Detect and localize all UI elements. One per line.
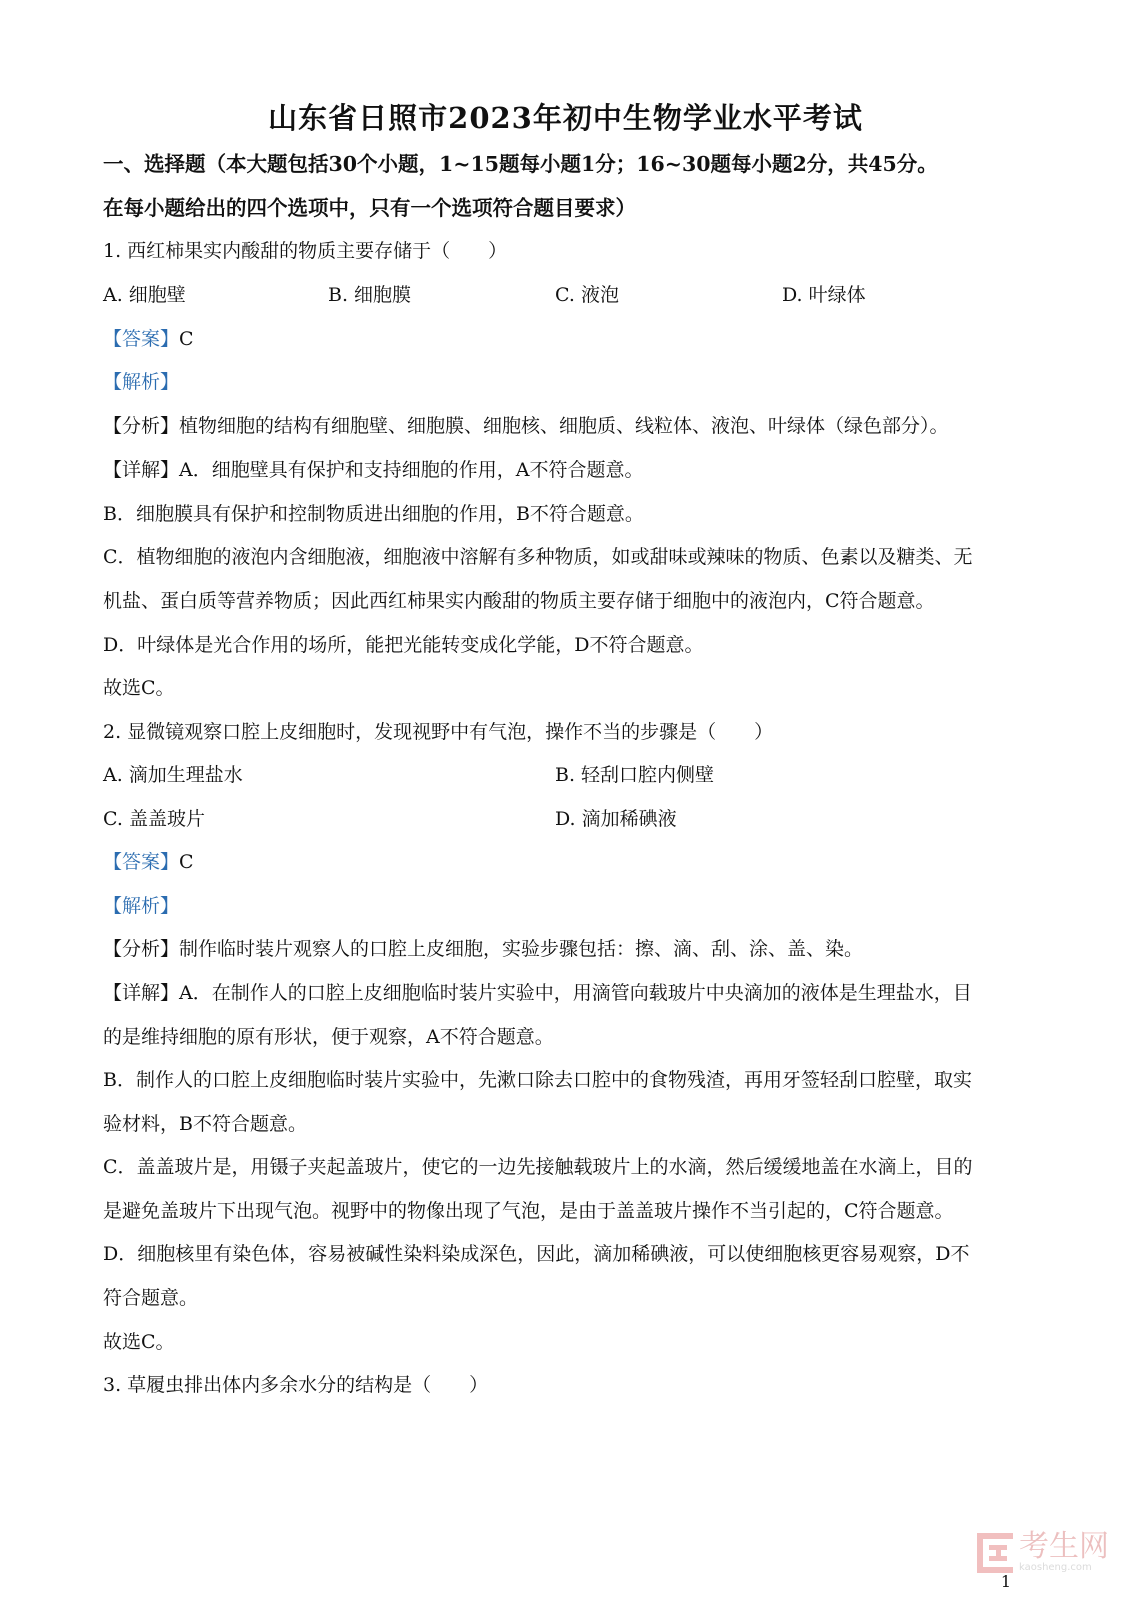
answer-label: 【答案】 — [103, 851, 180, 873]
q1-option-d: D. 叶绿体 — [782, 284, 866, 306]
q2-c-line2: 是避免盖玻片下出现气泡。视野中的物像出现了气泡，是由于盖盖玻片操作不当引起的，C符合题意。 — [103, 1200, 954, 1222]
xiangjie-label: 【详解】 — [103, 982, 180, 1004]
section-heading-line2: 在每小题给出的四个选项中，只有一个选项符合题目要求） — [103, 196, 636, 220]
q2-analysis-label: 【解析】 — [103, 895, 180, 917]
q1-option-b: B. 细胞膜 — [328, 284, 412, 306]
q2-option-d: D. 滴加稀碘液 — [555, 808, 677, 830]
q1-analysis-label: 【解析】 — [103, 371, 180, 393]
q1-answer — [103, 325, 1033, 353]
q2-conclusion: 故选C。 — [103, 1331, 175, 1353]
answer-value: C — [179, 851, 194, 873]
q3-stem: 3. 草履虫排出体内多余水分的结构是（ ） — [103, 1374, 489, 1396]
q1-option-c: C. 液泡 — [555, 284, 619, 306]
q1-c-line1: C．植物细胞的液泡内含细胞液，细胞液中溶解有多种物质，如或甜味或辣味的物质、色素以及糖类、无 — [103, 546, 973, 568]
q2-d-line2: 符合题意。 — [103, 1287, 199, 1309]
page-number: 1 — [1000, 1572, 1011, 1591]
q1-option-a: A. 细胞壁 — [103, 284, 186, 306]
q2-option-a: A. 滴加生理盐水 — [103, 764, 243, 786]
q1-d: D．叶绿体是光合作用的场所，能把光能转变成化学能，D不符合题意。 — [103, 634, 704, 656]
q2-option-b: B. 轻刮口腔内侧壁 — [555, 764, 715, 786]
xiangjie-text: A．在制作人的口腔上皮细胞临时装片实验中，用滴管向载玻片中央滴加的液体是生理盐水，目 — [179, 982, 972, 1004]
q2-xiangjie-line1 — [103, 979, 1033, 1007]
xiangjie-label: 【详解】 — [103, 459, 180, 481]
section-heading-line1: 一、选择题（本大题包括30个小题，1~15题每小题1分；16~30题每小题2分，共45分。 — [103, 152, 938, 176]
q2-stem: 2. 显微镜观察口腔上皮细胞时，发现视野中有气泡，操作不当的步骤是（ ） — [103, 721, 774, 743]
q2-d-line1: D．细胞核里有染色体，容易被碱性染料染成深色，因此，滴加稀碘液，可以使细胞核更容易观察，D不 — [103, 1243, 970, 1265]
q1-c-line2: 机盐、蛋白质等营养物质；因此西红柿果实内酸甜的物质主要存储于细胞中的液泡内，C符合题意。 — [103, 590, 935, 612]
q1-xiangjie — [103, 456, 1033, 484]
fenxi-text: 制作临时装片观察人的口腔上皮细胞，实验步骤包括：擦、滴、刮、涂、盖、染。 — [179, 938, 864, 960]
q2-b-line2: 验材料，B不符合题意。 — [103, 1113, 307, 1135]
q2-fenxi — [103, 935, 1033, 963]
q1-conclusion: 故选C。 — [103, 677, 175, 699]
q2-c-line1: C．盖盖玻片是，用镊子夹起盖玻片，使它的一边先接触载玻片上的水滴，然后缓缓地盖在水滴上，目的 — [103, 1156, 973, 1178]
watermark-text: 考生网 — [1019, 1529, 1109, 1564]
fenxi-label: 【分析】 — [103, 938, 180, 960]
q2-answer — [103, 848, 1033, 876]
answer-value: C — [179, 328, 194, 350]
fenxi-label: 【分析】 — [103, 415, 180, 437]
xiangjie-text: A．细胞壁具有保护和支持细胞的作用，A不符合题意。 — [179, 459, 644, 481]
q1-stem: 1. 西红柿果实内酸甜的物质主要存储于（ ） — [103, 240, 508, 262]
kaosheng-logo-icon — [977, 1533, 1013, 1573]
kaosheng-watermark — [977, 1529, 1109, 1573]
fenxi-text: 植物细胞的结构有细胞壁、细胞膜、细胞核、细胞质、线粒体、液泡、叶绿体（绿色部分）。 — [179, 415, 949, 437]
watermark-sub: kaosheng.com — [1019, 1562, 1092, 1573]
q2-option-c: C. 盖盖玻片 — [103, 808, 205, 830]
answer-label: 【答案】 — [103, 328, 180, 350]
page-title: 山东省日照市2023年初中生物学业水平考试 — [268, 101, 863, 135]
q2-b-line1: B．制作人的口腔上皮细胞临时装片实验中，先漱口除去口腔中的食物残渣，再用牙签轻刮口腔壁，取实 — [103, 1069, 972, 1091]
q1-fenxi — [103, 412, 1033, 440]
q1-b: B．细胞膜具有保护和控制物质进出细胞的作用，B不符合题意。 — [103, 503, 644, 525]
q2-xiangjie-line2: 的是维持细胞的原有形状，便于观察，A不符合题意。 — [103, 1026, 554, 1048]
